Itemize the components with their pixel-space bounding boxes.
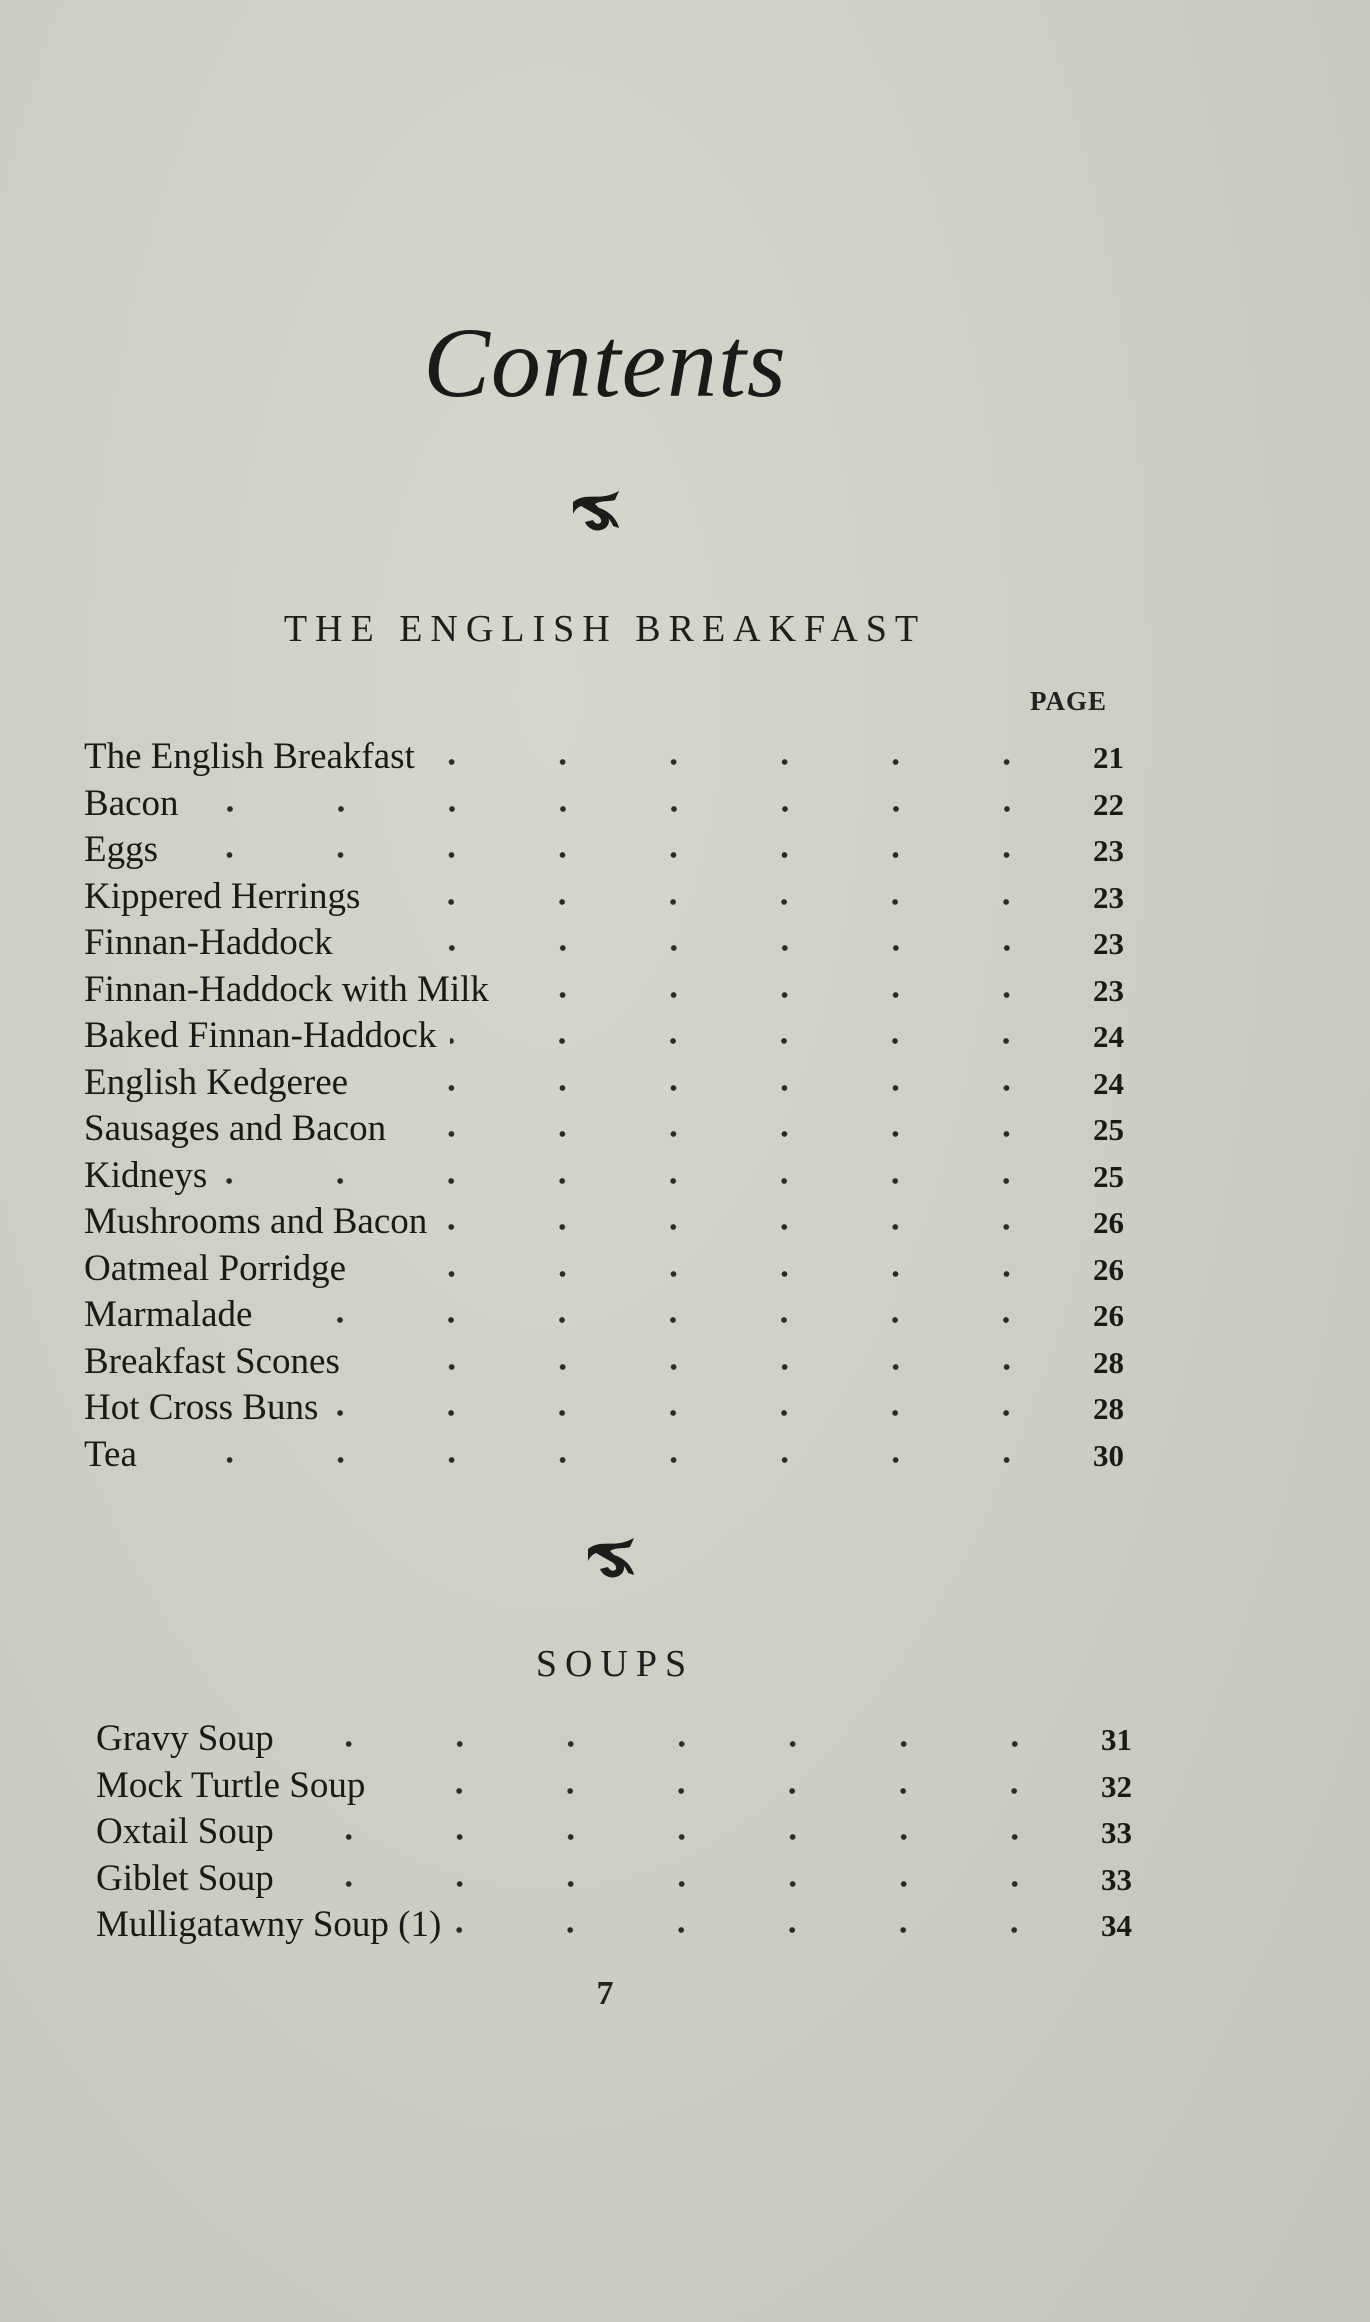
dot-leader (193, 799, 1062, 819)
dot-leader (347, 938, 1062, 958)
toc-entry[interactable] (84, 875, 1124, 922)
dot-leader (288, 1734, 1070, 1754)
toc-entry[interactable] (84, 735, 1124, 782)
toc-entry[interactable] (84, 1014, 1124, 1061)
toc-entry-page: 26 (1093, 1205, 1124, 1240)
toc-entry[interactable] (96, 1903, 1132, 1950)
toc-entry-page: 22 (1093, 786, 1124, 822)
toc-entry-label: Finnan-Haddock with Milk (84, 968, 489, 1010)
dot-leader (455, 1920, 1070, 1940)
page-number: 7 (596, 1975, 614, 2012)
toc-entry-page: 23 (1093, 879, 1124, 915)
toc-list-breakfast (84, 735, 1124, 1479)
toc-entry-label: Kidneys (84, 1154, 208, 1196)
toc-entry-label: Kippered Herrings (84, 875, 361, 917)
toc-entry-label: Oatmeal Porridge (84, 1247, 346, 1289)
toc-entry-page: 33 (1101, 1861, 1132, 1897)
toc-entry-page: 23 (1093, 833, 1124, 868)
toc-entry-page: 28 (1093, 1391, 1124, 1426)
dot-leader (172, 845, 1062, 865)
toc-entry[interactable] (84, 1293, 1124, 1340)
dot-leader (221, 1171, 1062, 1191)
toc-entry[interactable] (84, 1154, 1124, 1201)
dot-leader (288, 1874, 1070, 1894)
toc-entry-page: 26 (1093, 1251, 1124, 1287)
section-heading-soups: SOUPS (535, 1643, 695, 1685)
toc-entry-label: Bacon (84, 782, 179, 824)
toc-entry-page: 30 (1093, 1437, 1124, 1473)
toc-entry-label: Eggs (84, 829, 158, 870)
toc-entry[interactable] (84, 1200, 1124, 1247)
fleuron-ornament-icon (565, 488, 625, 538)
toc-entry-label: Sausages and Bacon (84, 1108, 387, 1149)
dot-leader (151, 1450, 1062, 1470)
toc-entry[interactable] (84, 1386, 1124, 1433)
toc-entry-label: Breakfast Scones (84, 1340, 340, 1382)
toc-entry-label: Tea (84, 1433, 137, 1475)
dot-leader (354, 1357, 1062, 1377)
toc-entry-label: Mock Turtle Soup (96, 1764, 366, 1806)
toc-entry[interactable] (96, 1764, 1132, 1811)
toc-entry[interactable] (84, 1340, 1124, 1387)
toc-entry-label: Oxtail Soup (96, 1811, 274, 1852)
toc-entry-page: 21 (1093, 740, 1124, 775)
toc-entry-page: 23 (1093, 926, 1124, 961)
toc-entry[interactable] (96, 1857, 1132, 1904)
toc-entry[interactable] (96, 1717, 1132, 1764)
page-title: Contents (423, 307, 787, 418)
toc-entry-label: Giblet Soup (96, 1857, 274, 1899)
dot-leader (332, 1403, 1062, 1423)
toc-entry-label: Finnan-Haddock (84, 922, 333, 963)
dot-leader (362, 1078, 1062, 1098)
toc-entry-page: 31 (1101, 1722, 1132, 1757)
dot-leader (374, 892, 1062, 912)
toc-entry-page: 28 (1093, 1344, 1124, 1380)
toc-entry-label: The English Breakfast (84, 736, 415, 777)
toc-entry-page: 24 (1093, 1019, 1124, 1054)
toc-entry[interactable] (84, 1433, 1124, 1480)
toc-entry-label: English Kedgeree (84, 1061, 349, 1103)
toc-entry[interactable] (84, 968, 1124, 1015)
toc-entry[interactable] (84, 828, 1124, 875)
toc-entry-page: 25 (1093, 1158, 1124, 1194)
fleuron-ornament-icon (580, 1535, 640, 1585)
toc-entry[interactable] (84, 1247, 1124, 1294)
toc-entry-label: Gravy Soup (96, 1718, 274, 1759)
toc-entry[interactable] (84, 1107, 1124, 1154)
dot-leader (441, 1217, 1062, 1237)
toc-entry-page: 32 (1101, 1768, 1132, 1804)
dot-leader (360, 1264, 1062, 1284)
dot-leader (400, 1124, 1062, 1144)
dot-leader (288, 1827, 1070, 1847)
toc-entry-label: Mushrooms and Bacon (84, 1201, 428, 1242)
toc-entry-label: Hot Cross Buns (84, 1387, 319, 1428)
page-column-label: PAGE (1030, 686, 1107, 716)
toc-entry-label: Marmalade (84, 1294, 253, 1335)
dot-leader (429, 752, 1062, 772)
toc-entry-page: 26 (1093, 1298, 1124, 1333)
toc-entry-page: 33 (1101, 1815, 1132, 1850)
toc-entry-page: 34 (1101, 1908, 1132, 1943)
toc-entry-page: 23 (1093, 972, 1124, 1008)
dot-leader (450, 1031, 1062, 1051)
section-heading-breakfast: THE ENGLISH BREAKFAST (283, 608, 927, 650)
toc-entry-label: Baked Finnan-Haddock (84, 1015, 437, 1056)
dot-leader (266, 1310, 1062, 1330)
toc-entry[interactable] (84, 782, 1124, 829)
toc-entry-page: 24 (1093, 1065, 1124, 1101)
toc-entry[interactable] (96, 1810, 1132, 1857)
toc-entry[interactable] (84, 1061, 1124, 1108)
toc-entry[interactable] (84, 921, 1124, 968)
toc-entry-label: Mulligatawny Soup (1) (96, 1904, 442, 1945)
dot-leader (379, 1781, 1070, 1801)
dot-leader (503, 985, 1062, 1005)
toc-list-soups (96, 1717, 1132, 1950)
toc-entry-page: 25 (1093, 1112, 1124, 1147)
